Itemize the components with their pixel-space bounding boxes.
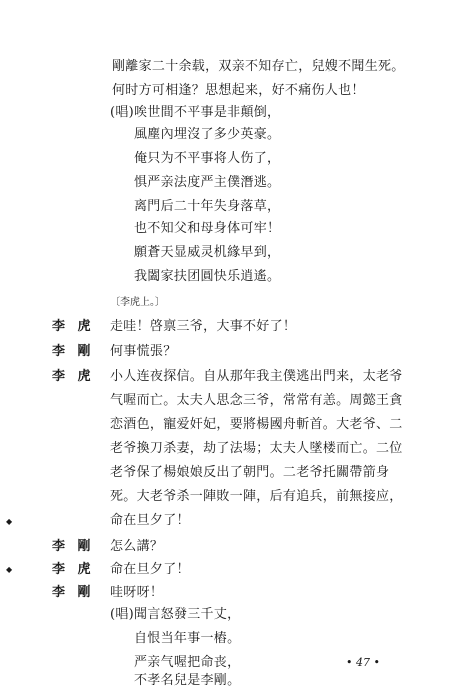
song-line: 不孝名兒是李剛。 bbox=[134, 673, 241, 688]
text-line: 惧严亲法度严主僕潛逃。 bbox=[134, 175, 281, 190]
stage-direction: 〔李虎上。〕 bbox=[110, 297, 165, 308]
speaker-label: 李 剛 bbox=[52, 344, 95, 359]
song-line: 自恨当年事一樁。 bbox=[134, 631, 241, 646]
dialogue-line: 命在旦夕了！ bbox=[110, 513, 190, 528]
text-line: 也不知父和母身体可牢！ bbox=[134, 221, 281, 236]
dialogue-line: 何事慌張？ bbox=[110, 344, 177, 359]
dialogue-line: 恋酒色，寵爱奸妃，要將楊國舟斬首。大老爷、二 bbox=[110, 417, 403, 432]
text-line: 願蒼天显威灵机緣早到， bbox=[134, 245, 281, 260]
dialogue-line: 死。大老爷杀一陣敗一陣，后有追兵，前無接应， bbox=[110, 489, 403, 504]
speaker-label: 李 剛 bbox=[52, 539, 95, 554]
dialogue-line: 气喔而亡。太夫人思念三爷，常常有恙。周懿王貪 bbox=[110, 393, 403, 408]
dialogue-line: 怎么講？ bbox=[110, 539, 164, 554]
text-line: 离門后二十年失身落草， bbox=[134, 199, 281, 214]
dialogue-line: 走哇！啓禀三爷，大事不好了！ bbox=[110, 319, 297, 334]
dialogue-line: 小人连夜探信。自从那年我主僕逃出門来，太老爷 bbox=[110, 369, 403, 384]
speaker-label: 李 虎 bbox=[52, 562, 95, 577]
text-line: 俺只为不平事将人伤了， bbox=[134, 151, 281, 166]
dialogue-line: 老爷換刀杀妻，劫了法場；太夫人墜楼而亡。二位 bbox=[110, 441, 403, 456]
page-number: • 47 • bbox=[346, 656, 380, 669]
margin-mark: ◆ bbox=[6, 517, 13, 526]
text-line: 剛離家二十余载，双亲不知存亡，兒嫂不聞生死。 bbox=[112, 59, 405, 74]
text-line: 風塵內埋沒了多少英豪。 bbox=[134, 127, 281, 142]
dialogue-line: 老爷保了楊娘娘反出了朝門。二老爷托關帶箭身 bbox=[110, 465, 390, 480]
dialogue-line: 哇呀呀！ bbox=[110, 585, 164, 600]
text-line: (唱)唉世間不平事是非顛倒， bbox=[110, 105, 281, 120]
speaker-label: 李 虎 bbox=[52, 369, 95, 384]
speaker-label: 李 虎 bbox=[52, 319, 95, 334]
dialogue-line: 命在旦夕了！ bbox=[110, 562, 190, 577]
song-line: (唱)聞言怒發三千丈， bbox=[110, 607, 241, 622]
text-line: 何时方可相逢？思想起来，好不痛伤人也！ bbox=[112, 83, 365, 98]
text-line: 我闔家扶团圓快乐逍遙。 bbox=[134, 269, 281, 284]
margin-mark: ◆ bbox=[6, 565, 13, 574]
speaker-label: 李 剛 bbox=[52, 585, 95, 600]
song-line: 严亲气喔把命丧， bbox=[134, 655, 241, 670]
